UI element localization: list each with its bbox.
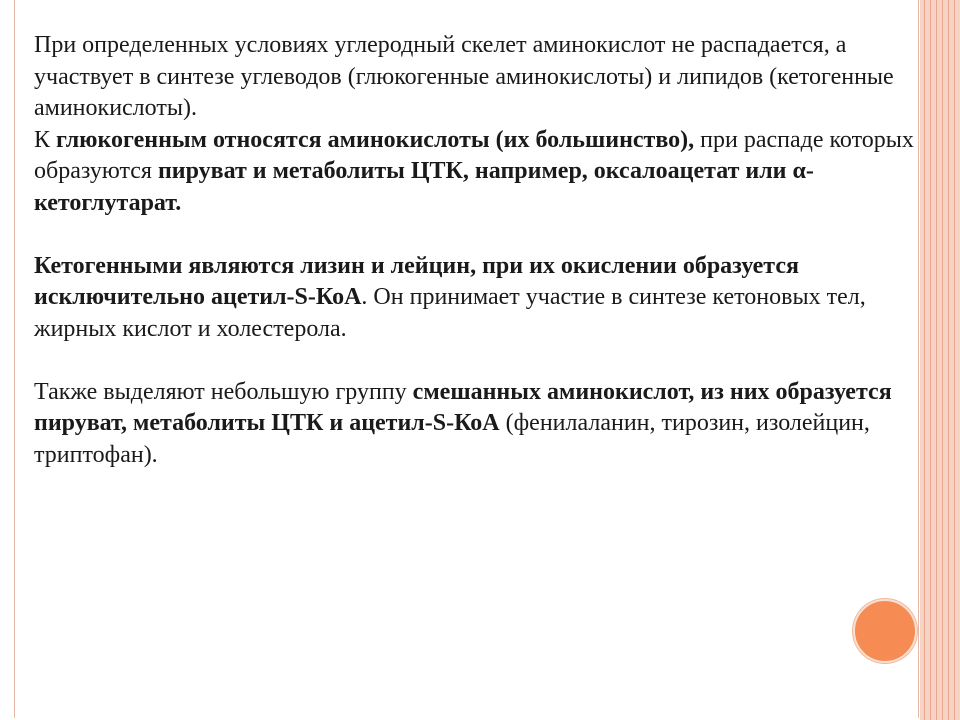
paragraph-gap (34, 345, 914, 377)
glucogenic-bold-2: пируват и метаболиты ЦТК, например, оксалоацетат или α-кетоглутарат. (34, 158, 814, 216)
paragraph-gap (34, 219, 914, 251)
stripe-line (930, 0, 931, 720)
intro-text: При определенных условиях углеродный скелет аминокислот не распадается, а участвует в синтезе углеводов (глюкогенные аминокислоты) и липидов (кетогенные аминокислоты). (34, 32, 894, 121)
stripe-line (954, 0, 955, 720)
stripe-line (936, 0, 937, 720)
glucogenic-bold-1: глюкогенным относятся аминокислоты (их большинство), (56, 126, 695, 153)
ketogenic-bold-1: Кетогенными являются лизин и лейцин, при их окислении образуется исключительно ацетил-S-КоА (34, 252, 799, 310)
paragraph-mixed (34, 377, 914, 472)
stripe-line (948, 0, 949, 720)
slide-body-text (34, 30, 914, 471)
paragraph-ketogenic (34, 251, 914, 346)
mixed-text-2: (фенилаланин, тирозин, изолейцин, триптофан). (34, 410, 870, 468)
mixed-bold-1: смешанных аминокислот, из них образуется пируват, метаболиты ЦТК и ацетил-S-КоА (34, 378, 892, 436)
stripe-line (924, 0, 925, 720)
paragraph-glucogenic (34, 125, 914, 220)
stripe-line (942, 0, 943, 720)
ketogenic-text-1: . Он принимает участие в синтезе кетоновых тел, жирных кислот и холестерола. (34, 284, 866, 342)
mixed-text-1: Также выделяют небольшую группу (34, 378, 413, 405)
decorative-border-stripes (920, 0, 960, 720)
glucogenic-text-2: при распаде которых образуются (34, 126, 914, 184)
orange-circle-decoration (853, 599, 917, 663)
paragraph-intro (34, 30, 914, 125)
glucogenic-text-1: К (34, 126, 57, 153)
